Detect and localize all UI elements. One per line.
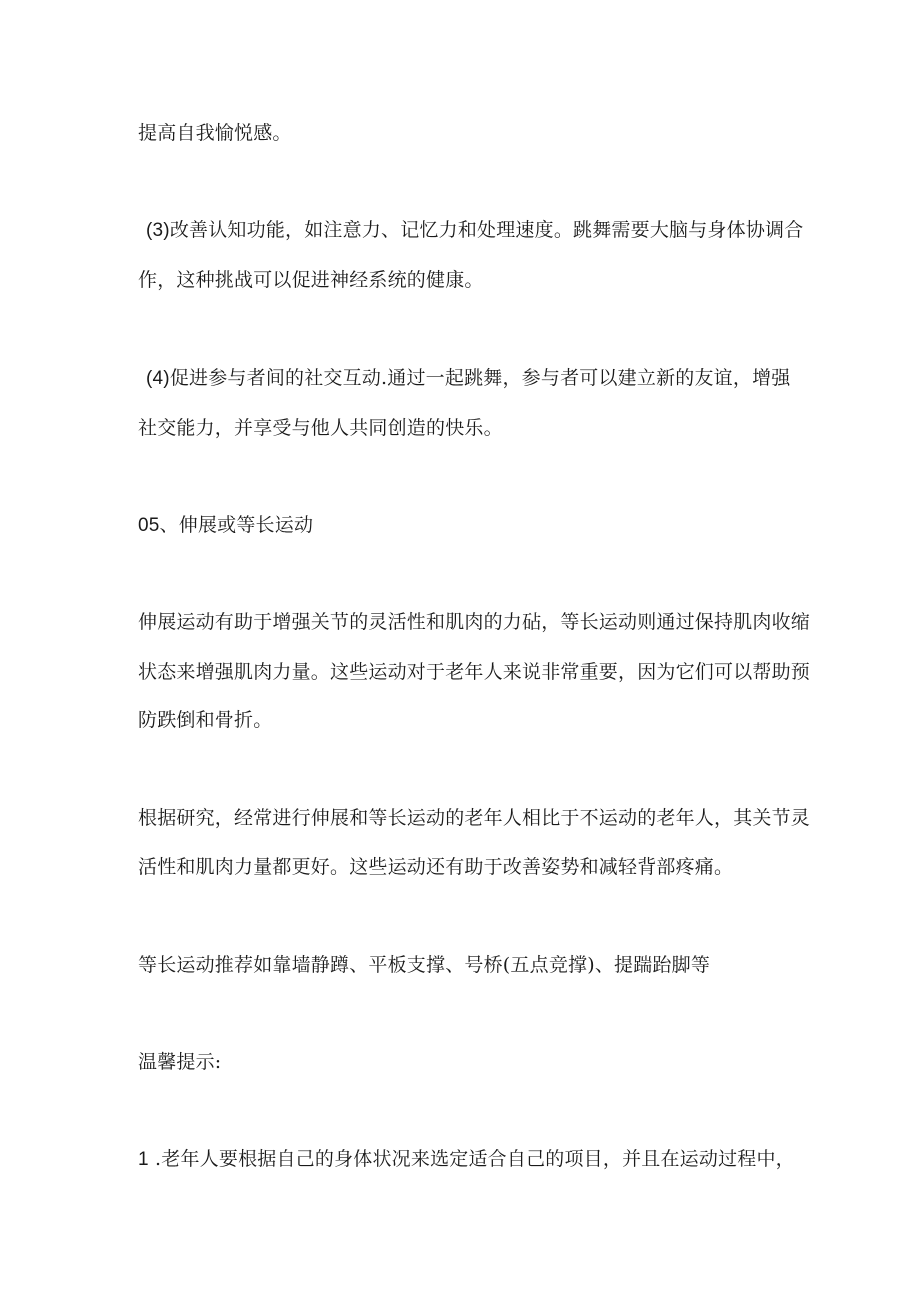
text: .老年人要根据自己的身体状况来选定适合自己的项目，并且在运动过程中， xyxy=(155,1148,795,1170)
list-item-3-line-1 xyxy=(146,216,803,245)
paragraph-line xyxy=(138,951,710,979)
list-marker: (4) xyxy=(146,368,170,389)
text: 活性和肌肉力量都更好。这些运动还有助于改善姿势和减轻背部疼痛。 xyxy=(138,856,734,878)
text: 伸展运动有助于增强关节的灵活性和肌肉的力砧，等长运动则通过保持肌肉收缩 xyxy=(138,611,811,633)
list-number: 1 xyxy=(138,1149,149,1170)
list-item-4-line-1 xyxy=(146,364,790,393)
paragraph-line xyxy=(138,804,810,832)
tip-item-1 xyxy=(138,1145,795,1174)
list-item-3-line-2 xyxy=(138,266,484,294)
list-marker: (3) xyxy=(146,220,170,241)
list-item-4-line-2 xyxy=(138,414,503,442)
text: 提高自我愉悦感。 xyxy=(138,122,292,144)
text: 根据研究，经常进行伸展和等长运动的老年人相比于不运动的老年人，其关节灵 xyxy=(138,807,811,829)
section-title: 、伸展或等长运动 xyxy=(159,514,314,536)
text: 促进参与者间的社交互动.通过一起跳舞，参与者可以建立新的友谊，增强 xyxy=(169,367,791,389)
text: 状态来增强肌肉力量。这些运动对于老年人来说非常重要，因为它们可以帮助预 xyxy=(138,661,811,683)
text: 作，这种挑战可以促进神经系统的健康。 xyxy=(138,269,484,291)
text: 防跌倒和骨折。 xyxy=(138,709,273,731)
text: 温馨提示: xyxy=(138,1051,222,1073)
paragraph-line xyxy=(138,119,292,147)
section-number: 05 xyxy=(138,515,160,536)
text: 等长运动推荐如靠墙静蹲、平板支撑、号桥(五点竞撑)、提踹跆脚等 xyxy=(138,954,711,976)
paragraph-line xyxy=(138,853,733,881)
text: 社交能力，并享受与他人共同创造的快乐。 xyxy=(138,417,503,439)
paragraph-line xyxy=(138,658,810,686)
text: 改善认知功能，如注意力、记忆力和处理速度。跳舞需要大脑与身体协调合 xyxy=(169,219,804,241)
tips-heading xyxy=(138,1048,221,1076)
section-heading xyxy=(138,511,313,540)
paragraph-line xyxy=(138,706,272,734)
paragraph-line xyxy=(138,608,810,636)
